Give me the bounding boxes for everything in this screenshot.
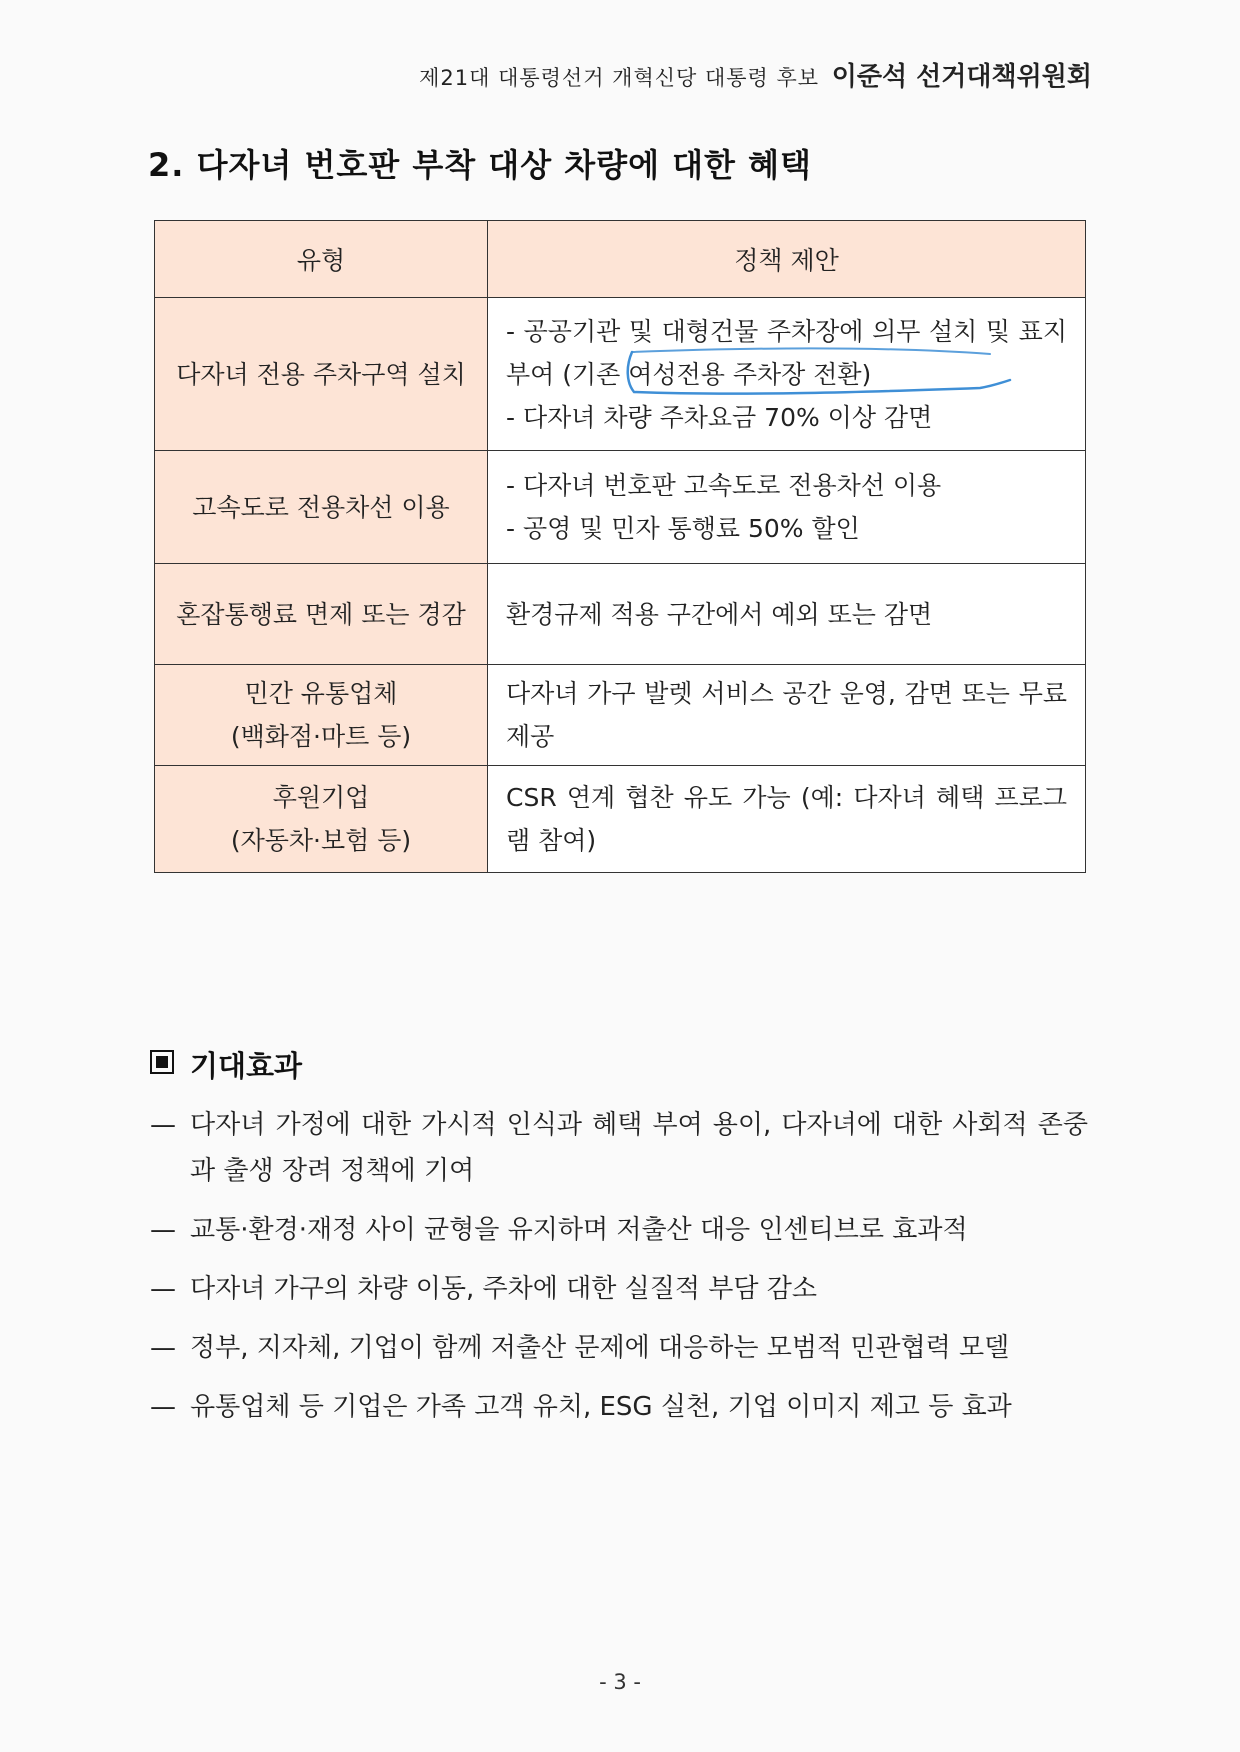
header-committee: 이준석 선거대책위원회 [831,62,1092,92]
row-type: 고속도로 전용차선 이용 [155,451,488,564]
column-header-type: 유형 [155,221,488,298]
header-prefix: 제21대 대통령선거 개혁신당 대통령 후보 [419,66,820,90]
proposal-line: - 공영 및 민자 통행료 50% 할인 [506,514,860,543]
dash-bullet: — [150,1274,176,1304]
column-header-proposal: 정책 제안 [488,221,1086,298]
effects-heading [150,1044,302,1085]
proposal-circled-text: (기존 여성전용 주차장 전환) [562,359,872,389]
row-type-line: (백화점·마트 등) [230,722,412,751]
row-type-line: (자동차·보험 등) [230,826,412,855]
section-title: 2. 다자녀 번호판 부착 대상 차량에 대한 혜택 [148,146,812,184]
benefits-table [154,220,1086,873]
table-row [155,564,1086,665]
table-row [155,665,1086,766]
row-proposal [488,451,1086,564]
table-row [155,451,1086,564]
list-item [150,1102,1088,1194]
row-type [155,766,488,873]
row-proposal: CSR 연계 협찬 유도 가능 (예: 다자녀 혜택 프로그램 참여) [488,766,1086,873]
row-proposal: 환경규제 적용 구간에서 예외 또는 감면 [488,564,1086,665]
dash-bullet: — [150,1333,176,1363]
dash-bullet: — [150,1215,176,1245]
dash-bullet: — [150,1392,176,1422]
dash-bullet: — [150,1110,176,1140]
effects-heading-text: 기대효과 [190,1049,303,1083]
list-item [150,1266,1088,1312]
proposal-line: - 다자녀 번호판 고속도로 전용차선 이용 [506,471,942,500]
row-type: 혼잡통행료 면제 또는 경감 [155,564,488,665]
proposal-text: - 공공기관 및 대형건물 주차장에 의무 설치 및 표지 부여 [506,316,1067,389]
effects-list [150,1102,1088,1443]
list-item [150,1384,1088,1430]
list-item [150,1325,1088,1371]
effect-text: 교통·환경·재정 사이 균형을 유지하며 저출산 대응 인센티브로 효과적 [190,1215,968,1245]
list-item [150,1207,1088,1253]
row-type-line: 민간 유통업체 [244,679,398,708]
row-type [155,665,488,766]
table-row [155,766,1086,873]
effect-text: 유통업체 등 기업은 가족 고객 유치, ESG 실천, 기업 이미지 제고 등 효과 [190,1392,1012,1422]
effect-text: 정부, 지자체, 기업이 함께 저출산 문제에 대응하는 모범적 민관협력 모델 [190,1333,1010,1363]
document-header [419,56,1092,93]
row-type: 다자녀 전용 주차구역 설치 [155,298,488,451]
page-number: - 3 - [599,1670,641,1694]
square-bullet-icon [150,1050,174,1074]
table-header-row [155,221,1086,298]
row-type-line: 후원기업 [272,783,370,812]
effect-text: 다자녀 가구의 차량 이동, 주차에 대한 실질적 부담 감소 [190,1274,817,1304]
row-proposal: 다자녀 가구 발렛 서비스 공간 운영, 감면 또는 무료 제공 [488,665,1086,766]
effect-text: 다자녀 가정에 대한 가시적 인식과 혜택 부여 용이, 다자녀에 대한 사회적 존중과 출생 장려 정책에 기여 [190,1110,1088,1186]
row-proposal [488,298,1086,451]
table-row [155,298,1086,451]
proposal-line: - 다자녀 차량 주차요금 70% 이상 감면 [506,402,933,432]
